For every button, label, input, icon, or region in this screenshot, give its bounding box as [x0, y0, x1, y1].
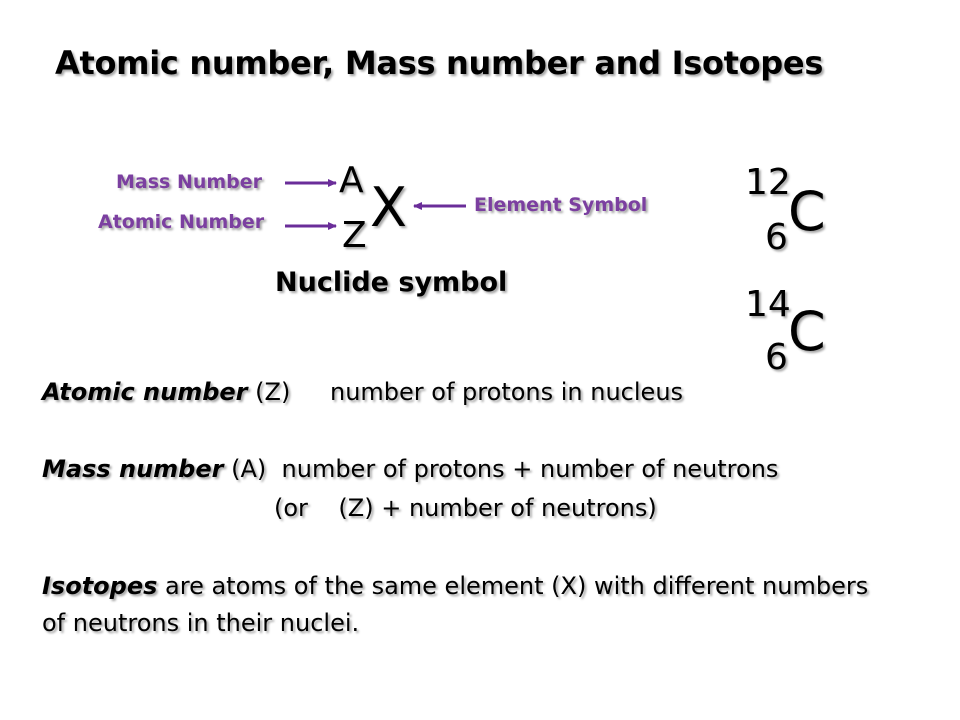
isotope-element-symbol: C: [788, 300, 826, 363]
nuclide-atomic-symbol: Z: [342, 215, 367, 256]
isotope-atomic-number: 6: [765, 217, 788, 258]
mass-number-description: number of protons + number of neutrons: [266, 455, 779, 483]
isotopes-description-line1: are atoms of the same element (X) with different numbers: [157, 572, 869, 600]
isotope-mass-number: 12: [745, 162, 791, 203]
mass-number-symbol: (A): [223, 455, 267, 483]
atomic-number-label: Atomic Number: [98, 211, 265, 233]
isotopes-term: Isotopes: [42, 572, 158, 600]
atomic-number-definition: [42, 378, 684, 406]
atomic-number-symbol: (Z): [247, 378, 291, 406]
mass-number-term: Mass number: [42, 455, 224, 483]
atomic-number-term: Atomic number: [42, 378, 248, 406]
mass-number-definition: [42, 455, 778, 483]
isotope-atomic-number: 6: [765, 337, 788, 378]
nuclide-element-symbol: X: [370, 176, 407, 239]
isotopes-description-line2: of neutrons in their nuclei.: [42, 609, 360, 637]
isotopes-definition: [42, 572, 868, 600]
page-title: Atomic number, Mass number and Isotopes: [55, 44, 824, 82]
nuclide-mass-symbol: A: [339, 160, 364, 201]
isotope-element-symbol: C: [788, 180, 826, 243]
nuclide-caption: Nuclide symbol: [275, 267, 508, 298]
isotope-mass-number: 14: [745, 284, 791, 325]
atomic-number-description: number of protons in nucleus: [330, 378, 684, 406]
mass-number-alternate: (or (Z) + number of neutrons): [274, 494, 657, 522]
mass-number-label: Mass Number: [116, 171, 263, 193]
element-symbol-label: Element Symbol: [474, 194, 648, 216]
